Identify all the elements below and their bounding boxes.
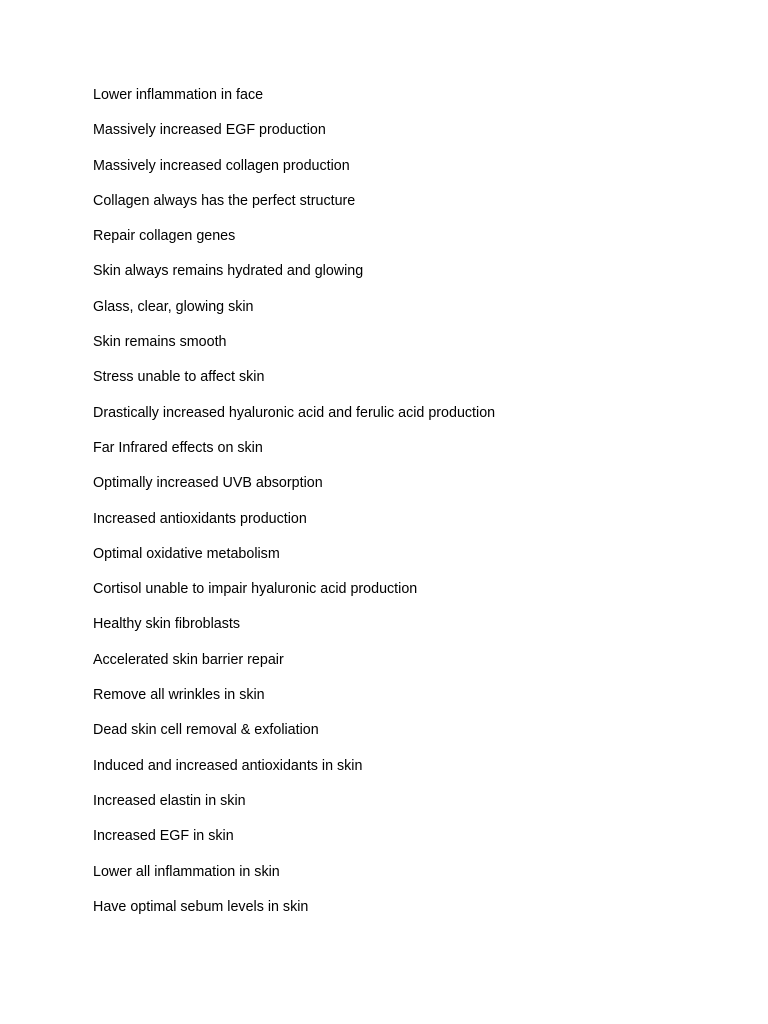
text-line: Optimally increased UVB absorption: [93, 475, 323, 492]
text-line: Increased elastin in skin: [93, 792, 246, 809]
text-lines: [93, 86, 495, 933]
text-line: Accelerated skin barrier repair: [93, 651, 284, 668]
text-line: Skin always remains hydrated and glowing: [93, 263, 364, 280]
text-line: Repair collagen genes: [93, 228, 236, 245]
text-line: Dead skin cell removal & exfoliation: [93, 722, 319, 739]
text-line: Skin remains smooth: [93, 334, 227, 351]
text-line: Collagen always has the perfect structure: [93, 192, 356, 209]
text-line: Have optimal sebum levels in skin: [93, 898, 309, 915]
text-line: Healthy skin fibroblasts: [93, 616, 241, 633]
text-line: Drastically increased hyaluronic acid and ferulic acid production: [93, 404, 496, 421]
text-line: Massively increased collagen production: [93, 157, 350, 174]
text-line: Stress unable to affect skin: [93, 369, 265, 386]
text-line: Optimal oxidative metabolism: [93, 545, 280, 562]
text-line: Induced and increased antioxidants in skin: [93, 757, 363, 774]
text-line: Massively increased EGF production: [93, 122, 326, 139]
text-line: Increased EGF in skin: [93, 828, 234, 845]
text-line: Far Infrared effects on skin: [93, 439, 263, 456]
text-line: Lower all inflammation in skin: [93, 863, 280, 880]
text-line: Remove all wrinkles in skin: [93, 687, 265, 704]
text-line: Increased antioxidants production: [93, 510, 307, 527]
text-line: Cortisol unable to impair hyaluronic acid production: [93, 581, 418, 598]
text-line: Lower inflammation in face: [93, 87, 264, 103]
text-line: Glass, clear, glowing skin: [93, 298, 254, 315]
